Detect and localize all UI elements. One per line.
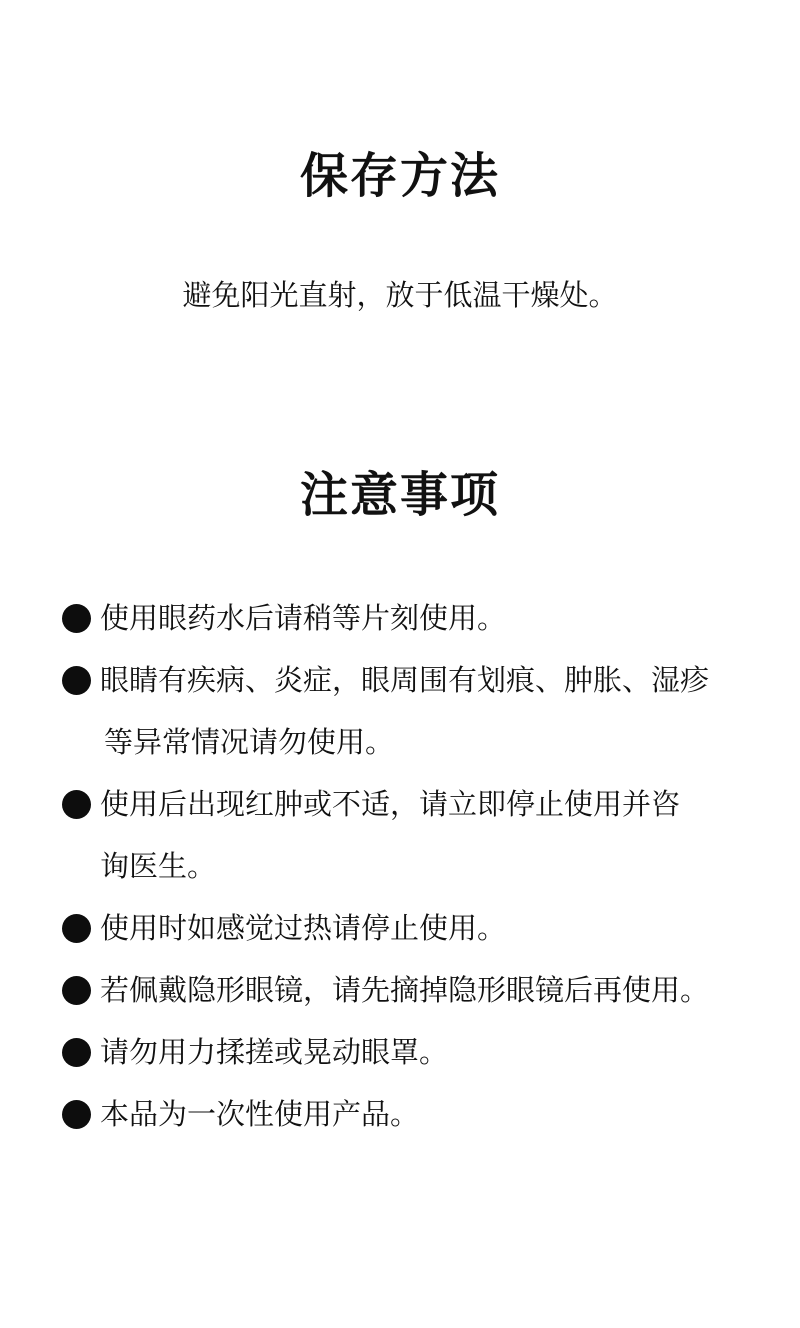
note-line: 询医生。 — [100, 849, 217, 883]
storage-title: 保存方法 — [299, 148, 500, 204]
bullet-icon — [62, 976, 91, 1005]
note-line: 本品为一次性使用产品。 — [100, 1097, 420, 1131]
note-item — [62, 897, 762, 959]
bullet-icon — [62, 914, 91, 943]
bullet-icon — [62, 790, 91, 819]
note-item — [62, 773, 762, 897]
note-line: 眼睛有疾病、炎症，眼周围有划痕、肿胀、湿疹 — [100, 663, 710, 697]
note-item — [62, 649, 762, 773]
note-line: 若佩戴隐形眼镜，请先摘掉隐形眼镜后再使用。 — [100, 973, 710, 1007]
note-line: 使用时如感觉过热请停止使用。 — [100, 911, 507, 945]
storage-text: 避免阳光直射，放于低温干燥处。 — [182, 278, 618, 312]
note-item — [62, 1021, 762, 1083]
bullet-icon — [62, 1100, 91, 1129]
note-line: 使用后出现红肿或不适，请立即停止使用并咨 — [100, 787, 681, 821]
note-line: 请勿用力揉搓或晃动眼罩。 — [100, 1035, 449, 1069]
bullet-icon — [62, 666, 91, 695]
note-line: 使用眼药水后请稍等片刻使用。 — [100, 601, 507, 635]
notes-title: 注意事项 — [299, 467, 500, 523]
bullet-icon — [62, 604, 91, 633]
note-item — [62, 587, 762, 649]
note-item — [62, 959, 762, 1021]
notes-list — [62, 587, 762, 1145]
note-line: 等异常情况请勿使用。 — [104, 725, 395, 759]
bullet-icon — [62, 1038, 91, 1067]
note-item — [62, 1083, 762, 1145]
